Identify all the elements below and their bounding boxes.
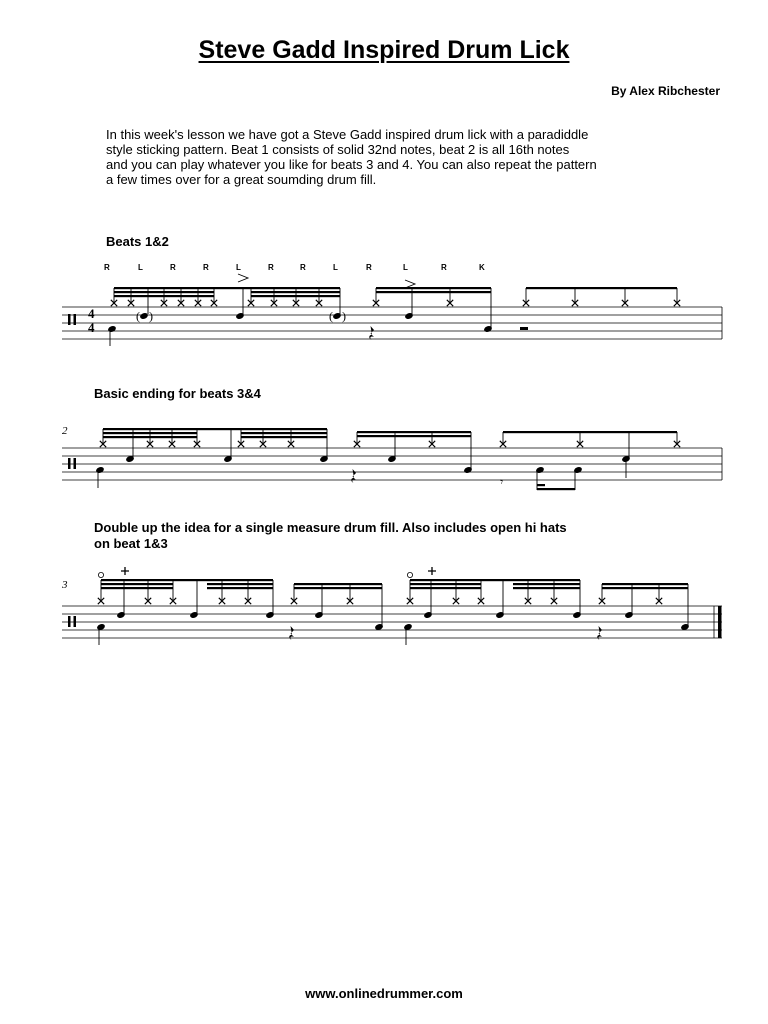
measure-number: 3 xyxy=(62,579,68,591)
svg-text:(: ( xyxy=(136,309,140,323)
staff-system-2 xyxy=(62,428,722,490)
svg-text:(: ( xyxy=(329,309,333,323)
intro-line: style sticking pattern. Beat 1 consists of solid 32nd notes, beat 2 is all 16th notes xyxy=(106,142,570,157)
sticking-label: R xyxy=(170,263,176,272)
section-label-line: Double up the idea for a single measure drum fill. Also includes open hi hats xyxy=(94,520,567,535)
staff-system-1 xyxy=(62,274,722,346)
sticking-label: R xyxy=(268,263,274,272)
sticking-label: R xyxy=(203,263,209,272)
staff-system-3 xyxy=(62,567,722,645)
measure-number: 2 xyxy=(62,425,68,437)
time-signature-bottom: 4 xyxy=(88,320,95,335)
svg-text:): ) xyxy=(342,309,346,323)
section-label-ending: Basic ending for beats 3&4 xyxy=(94,386,261,401)
time-signature-top: 4 xyxy=(88,306,95,321)
svg-text:): ) xyxy=(149,309,153,323)
page-title: Steve Gadd Inspired Drum Lick xyxy=(198,36,570,64)
sticking-label: L xyxy=(403,263,408,272)
author-credit: By Alex Ribchester xyxy=(611,84,720,98)
sticking-label: L xyxy=(236,263,241,272)
footer-website: www.onlinedrummer.com xyxy=(305,986,463,1001)
intro-line: and you can play whatever you like for beats 3 and 4. You can also repeat the pattern xyxy=(106,157,597,172)
intro-line: a few times over for a great soumding drum fill. xyxy=(106,172,377,187)
intro-line: In this week's lesson we have got a Steve Gadd inspired drum lick with a paradiddle xyxy=(106,127,589,142)
sticking-label: L xyxy=(138,263,143,272)
sticking-label: L xyxy=(333,263,338,272)
sticking-label: R xyxy=(104,263,110,272)
percussion-clef xyxy=(68,314,71,325)
sticking-label: R xyxy=(300,263,306,272)
svg-text:𝄾: 𝄾 xyxy=(500,475,504,489)
section-label-line: on beat 1&3 xyxy=(94,536,168,551)
sticking-row xyxy=(104,263,485,272)
sticking-label: R xyxy=(441,263,447,272)
sticking-label: R xyxy=(366,263,372,272)
section-label-beats-1-2: Beats 1&2 xyxy=(106,234,169,249)
sticking-label: K xyxy=(479,263,485,272)
